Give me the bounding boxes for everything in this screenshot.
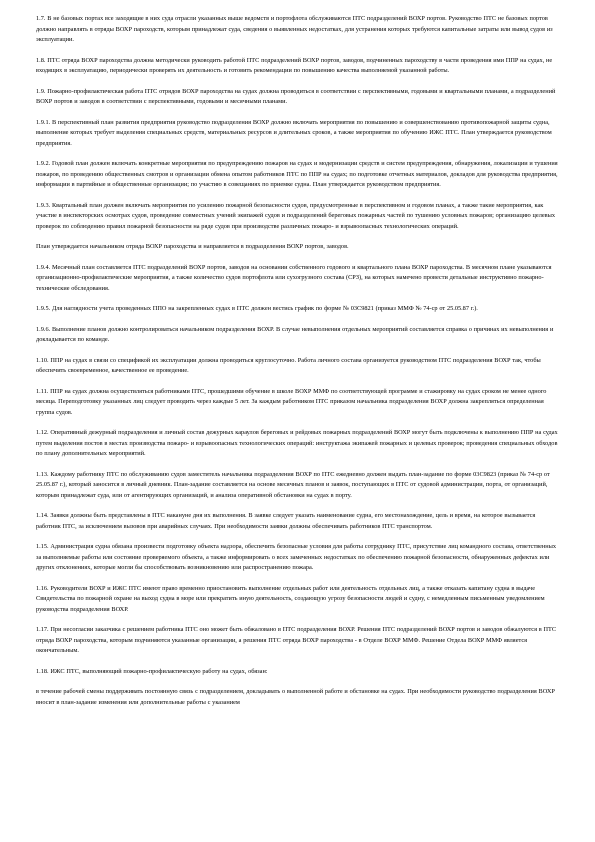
paragraph-1-8: 1.8. ПТС отряда ВОХР пароходства должна методически руководить работой ПТС подразделений ВОХР портов, заводов, подчиненных пароходству в части проведения ими ППР на судах, не входящих в эксплуатацию, периодически проверять их деятельность и готовить рекомендации по повышению качества выполняемой указанной работы. [36,56,553,74]
paragraph-1-10: 1.10. ППР на судах в связи со спецификой их эксплуатации должна проводиться круглосуточно. Работа личного состава организуется руководством ПТС подразделения ВОХР так, чтобы обеспечить своевременное, качественное ее проведение. [36,356,541,374]
paragraph-1-9: 1.9. Пожарно-профилактическая работа ПТС отрядов ВОХР пароходства на судах должна проводиться в соответствии с перспективными, годовыми и квартальными планами, а подразделений ВОХР портов и заводов в соответствии с перспективными, годовыми и месячными планами. [36,87,556,105]
paragraph-1-16: 1.16. Руководители ВОХР и ИЖС ПТС имеют право временно приостановить выполнение отдельных работ или деятельность отдельных лиц, а также отказать капитану судна в выдаче Свидетельства по пожарной охране на выход судна в море или прекратить иную деятельность, создающую угрозу безопасности людей и судну, с немедленным письменным уведомлением руководства подразделения ВОХР. [36,584,545,613]
paragraph-1-7: 1.7. В не базовых портах все заходящие в них суда отрасли указанных выше ведомств и портофлота обслуживаются ПТС подразделений ВОХР портов. Руководство ПТС не базовых портов должно направлять в отряды ВОХР пароходств, которым принадлежат суда, сведения о выявленных недостатках, для устранения которых требуются капитальные затраты или вывод судов из эксплуатации. [36,15,553,43]
paragraph-1-9-5: 1.9.5. Для наглядности учета проведенных ППО на закрепленных судах в ПТС должен вестись график по форме № 03С9821 (приказ ММФ № 74-ср от 25.05.87 г.). [36,305,478,312]
paragraph-1-15: 1.15. Администрация судна обязана произвести подготовку объекта надзора, обеспечить безопасные условия для работы сотруднику ПТС, присутствие лиц командного состава, ответственных за выполняемые работы или состояние проверяемого объекта, а также информировать о всех замеченных недостатках по обеспечению пожарной безопасности, обнаруженных дефектах или других отклонениях, которые могли бы способствовать возникновению или распространению пожара. [36,543,557,571]
paragraph-1-9-6: 1.9.6. Выполнение планов должно контролироваться начальником подразделения ВОХР. В случае невыполнения отдельных мероприятий составляется справка о причинах их невыполнения и докладывается по команде. [36,325,554,343]
paragraph-1-9-3: 1.9.3. Квартальный план должен включать мероприятия по усилению пожарной безопасности судов, предусмотренные в перспективном и годовом планах, а также такие мероприятия, как участие в инспекторских осмотрах судов, проведение совместных учений экипажей судов и подразделений береговых пожарных частей по тушению условных пожаров; организацию целевых проверок по соблюдению правил пожарной безопасности на ряде судов при производстве различных пожаро- и взрывоопасных технологических операций. [36,201,555,230]
paragraph-1-17: 1.17. При несогласии заказчика с решением работника ПТС оно может быть обжаловано в ПТС подразделения ВОХР. Решения ПТС подразделений ВОХР портов и заводов обжалуются в ПТС отряда ВОХР пароходства, которым подчиняются указанные организации, а решения ПТС отряда ВОХР пароходства - в Отделе ВОХР ММФ. Решение Отдела ВОХР ММФ является окончательным. [36,626,557,654]
paragraph-1-9-2: 1.9.2. Годовой план должен включать конкретные мероприятия по предупреждению пожаров на судах и модернизации средств и систем предупреждения, обнаружения, локализации и тушения пожаров, по проведению общественных смотров и организации обмена опытом работников ПТС по ППР на судах; по подготовке отчетных материалов, докладов для руководства предприятия, информации в партийные и общественные организации; по участию в совещаниях по приемке судна. План утверждается руководством предприятия. [36,160,558,188]
paragraph-1-12: 1.12. Оперативный дежурный подразделения и личный состав дежурных караулов береговых и рейдовых пожарных подразделений ВОХР могут быть подключены к выполнению ППР на судах путем выделения постов в местах производства пожаро- и взрывоопасных технологических операций: инструктажа экипажей пожарных и целевых проверок; проведения специальных обходов по плану дополнительных мероприятий. [36,429,558,457]
paragraph-1-9-4: 1.9.4. Месячный план составляется ПТС подразделений ВОХР портов, заводов на основании собственного годового и квартального плана ВОХР пароходства. В месячном плане указываются организационно-профилактические мероприятия, а также количество судов портофлота или сухогрузного состава (СРЗ), на которых намечено провести детальные инструктивно пожарно-технические обследования. [36,263,552,292]
paragraph-1-13: 1.13. Каждому работнику ПТС по обслуживанию судов заместитель начальника подразделения ВОХР по ПТС ежедневно должен выдать план-задание по форме 03С9823 (приказ № 74-ср от 25.05.87 г.), который заносится в личный дневник. План-задание составляется на основе месячных планов и заявок, поступающих в ПТС от судовой администрации, порта, от организаций, которым принадлежат суда, или от агентирующих организаций, и анализа оперативной обстановки на судах в порту. [36,470,550,499]
paragraph-1-18: 1.18. ИЖС ПТС, выполняющий пожарно-профилактическую работу на судах, обязан: [36,667,268,675]
paragraph-1-18-item: в течение рабочей смены поддерживать постоянную связь с подразделением, докладывать о выполненной работе и обстановке на судах. При необходимости руководство подразделения ВОХР вносит в план-задание изменения или дополнительные работы с указанием [36,688,555,706]
paragraph-plan-approval: План утверждается начальником отряда ВОХР пароходства и направляется в подразделения ВОХР портов, заводов. [36,243,349,250]
paragraph-1-9-1: 1.9.1. В перспективный план развития предприятия руководство подразделения ВОХР должно включать мероприятия по повышению и совершенствованию противопожарной защиты судна, выполнение которых требует выделения специальных средств, материальных ресурсов и длительных сроков, а также мероприятия по обучению ИЖС ПТС. План утверждается руководством предприятия. [36,118,552,147]
paragraph-1-11: 1.11. ППР на судах должна осуществляться работниками ПТС, прошедшими обучение в школе ВОХР ММФ по соответствующей программе и стажировку на судах сроком не менее одного месяца. Переподготовку указанных лиц следует проводить через каждые 5 лет. За каждым работником ПТС приказом начальника подразделения ВОХР должна закрепляться определенная группа судов. [36,387,547,416]
document-page [36,14,559,712]
paragraph-1-14: 1.14. Заявки должны быть представлены в ПТС накануне дня их выполнения. В заявке следует указать наименование судна, его местонахождение, цель и время, на которое вызывается работник ПТС, за исключением вызовов при аварийных случаях. При необходимости заявки должны обеспечивать работников ПТС транспортом. [36,512,536,530]
